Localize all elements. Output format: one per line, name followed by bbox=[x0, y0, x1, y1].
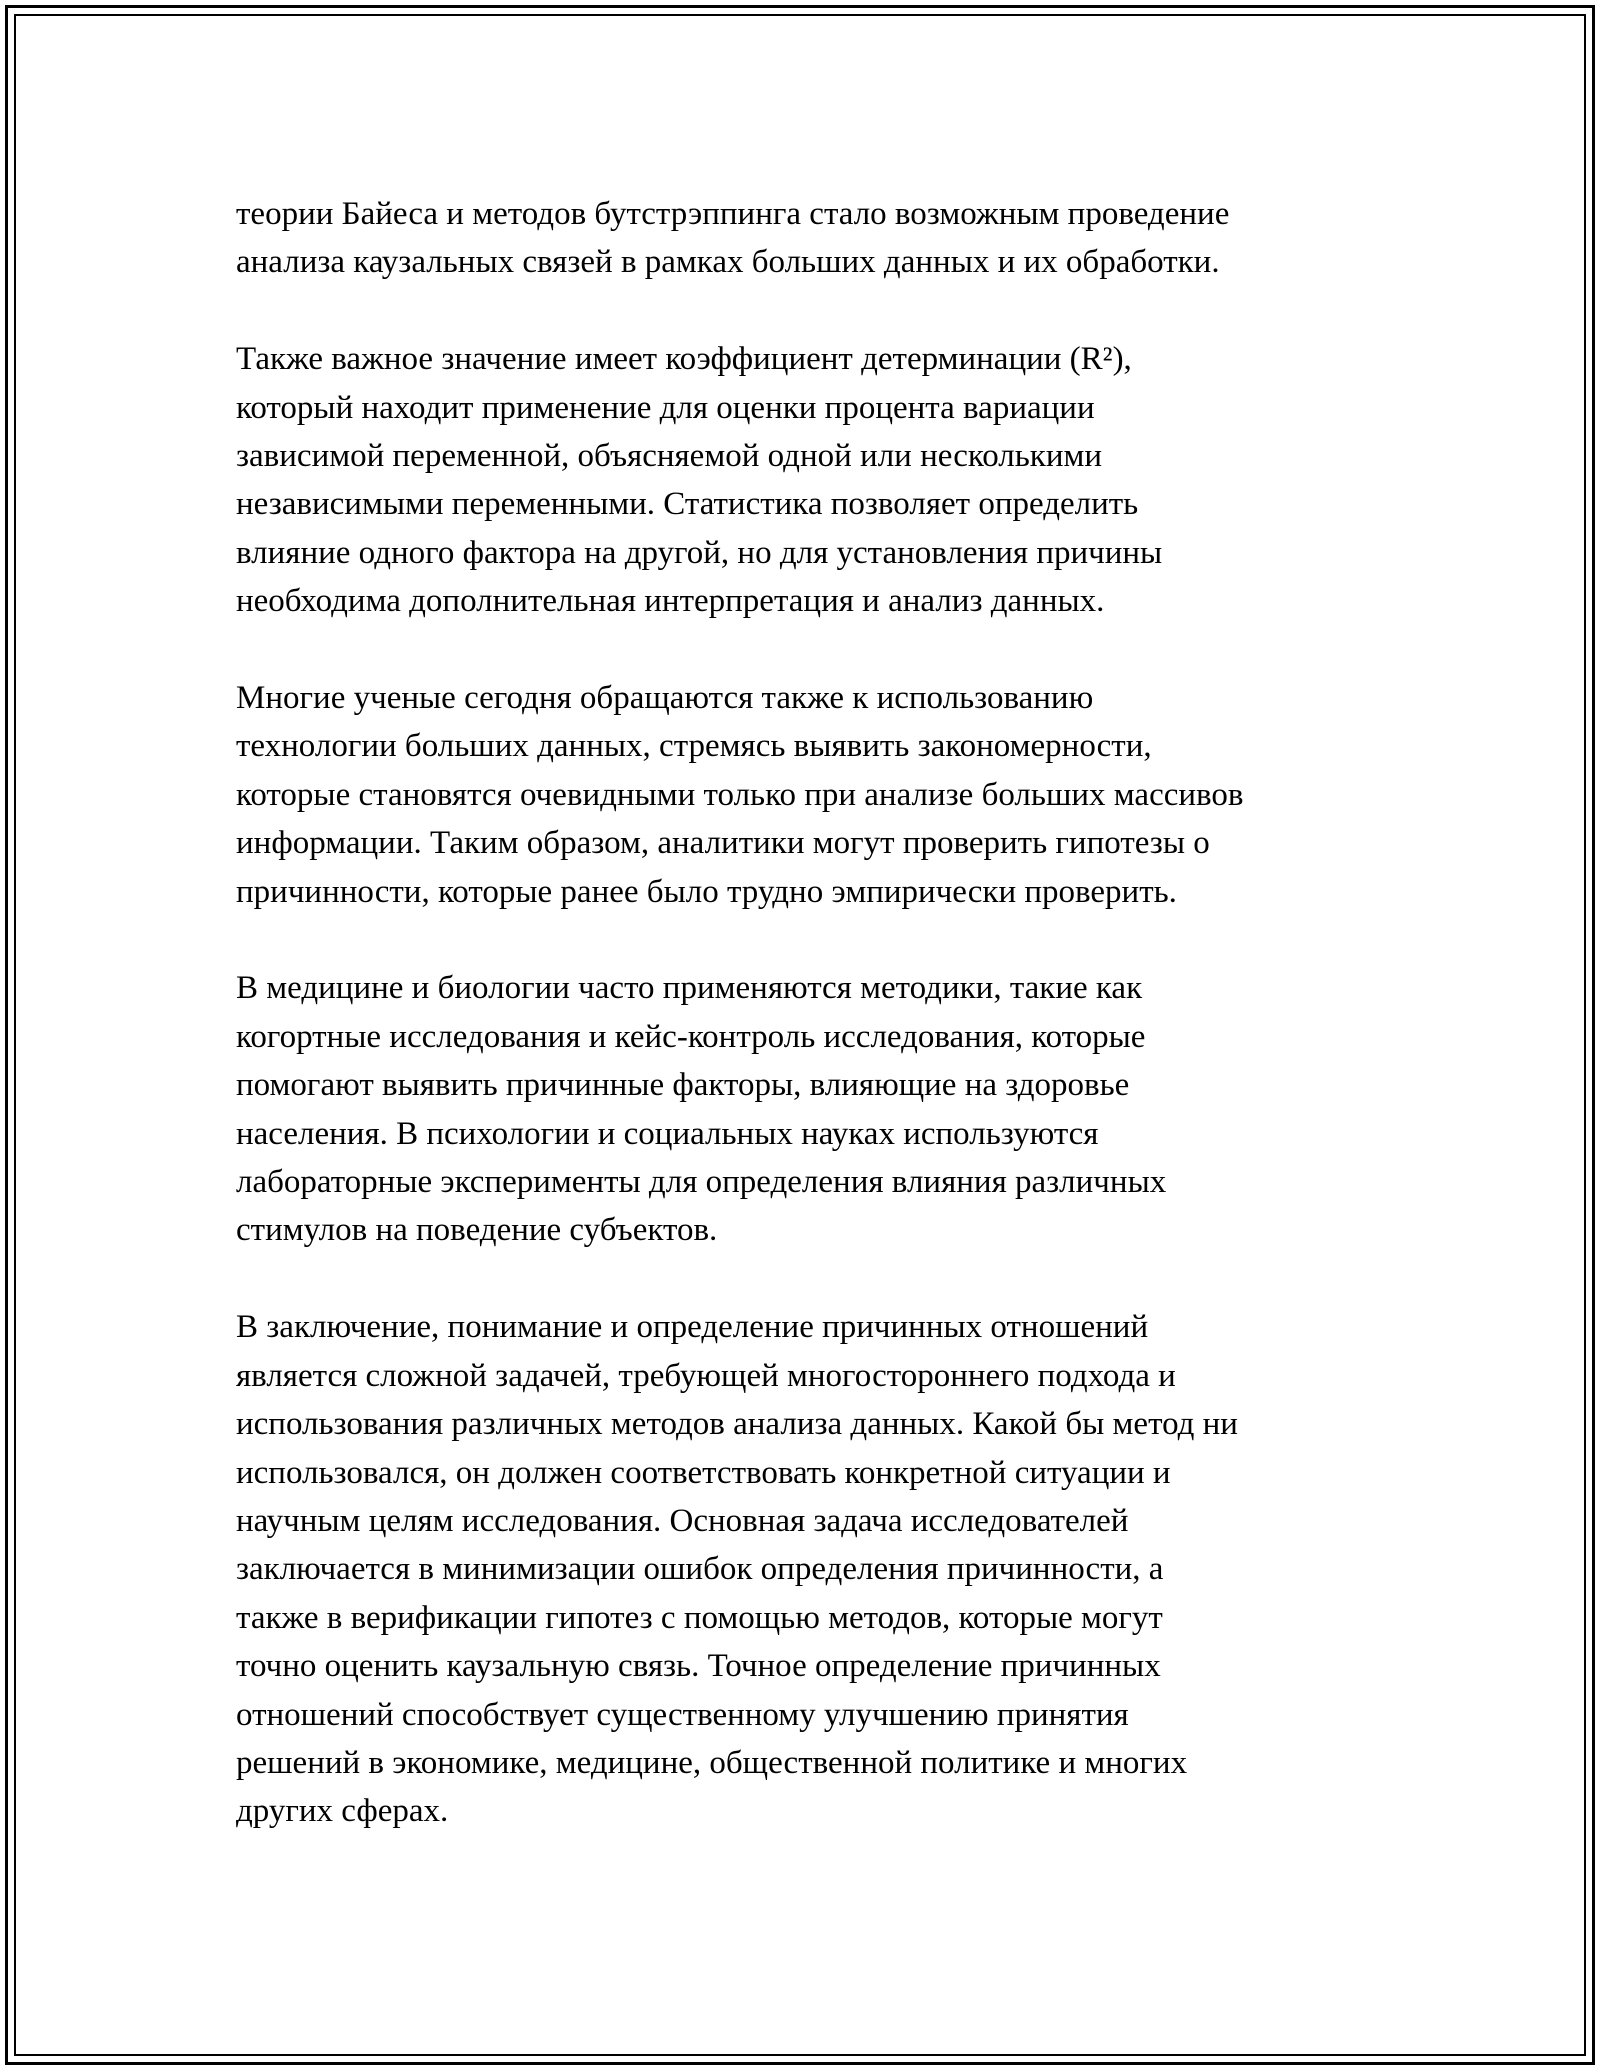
text-line: Многие ученые сегодня обращаются также к использованию bbox=[236, 680, 1094, 717]
text-line: которые становятся очевидными только при анализе больших массивов bbox=[236, 776, 1244, 813]
text-line: который находит применение для оценки процента вариации bbox=[236, 389, 1095, 426]
text-line: использовался, он должен соответствовать конкретной ситуации и bbox=[236, 1454, 1171, 1491]
text-line: когортные исследования и кейс-контроль исследования, которые bbox=[236, 1018, 1146, 1055]
text-line: использования различных методов анализа данных. Какой бы метод ни bbox=[236, 1406, 1238, 1443]
text-line: стимулов на поведение субъектов. bbox=[236, 1212, 718, 1249]
paragraph bbox=[236, 1303, 1416, 1835]
text-line: теории Байеса и методов бутстрэппинга стало возможным проведение bbox=[236, 196, 1230, 232]
text-line: является сложной задачей, требующей многостороннего подхода и bbox=[236, 1357, 1176, 1394]
text-line: необходима дополнительная интерпретация и анализ данных. bbox=[236, 583, 1105, 620]
text-line: научным целям исследования. Основная задача исследователей bbox=[236, 1502, 1129, 1539]
text-line: лабораторные эксперименты для определения влияния различных bbox=[236, 1164, 1167, 1201]
text-line: независимыми переменными. Статистика позволяет определить bbox=[236, 486, 1139, 523]
text-line: населения. В психологии и социальных науках используются bbox=[236, 1115, 1099, 1152]
paragraph bbox=[236, 335, 1416, 625]
text-line: влияние одного фактора на другой, но для установления причины bbox=[236, 534, 1163, 571]
text-line: информации. Таким образом, аналитики могут проверить гипотезы о bbox=[236, 825, 1210, 862]
text-line: анализа каузальных связей в рамках больших данных и их обработки. bbox=[236, 244, 1220, 281]
text-line: технологии больших данных, стремясь выявить закономерности, bbox=[236, 728, 1152, 765]
text-line: решений в экономике, медицине, общественной политике и многих bbox=[236, 1744, 1188, 1781]
text-line: также в верификации гипотез с помощью методов, которые могут bbox=[236, 1599, 1163, 1636]
paragraph bbox=[236, 190, 1416, 287]
text-line: зависимой переменной, объясняемой одной или несколькими bbox=[236, 438, 1103, 475]
text-line: точно оценить каузальную связь. Точное определение причинных bbox=[236, 1648, 1161, 1685]
text-line: Также важное значение имеет коэффициент детерминации (R²), bbox=[236, 341, 1132, 378]
text-line: причинности, которые ранее было трудно эмпирически проверить. bbox=[236, 873, 1177, 910]
document-body bbox=[236, 190, 1416, 1884]
text-line: В медицине и биологии часто применяются методики, такие как bbox=[236, 970, 1143, 1007]
text-line: помогают выявить причинные факторы, влияющие на здоровье bbox=[236, 1067, 1130, 1104]
text-line: В заключение, понимание и определение причинных отношений bbox=[236, 1309, 1149, 1346]
paragraph bbox=[236, 964, 1416, 1254]
text-line: других сферах. bbox=[236, 1793, 449, 1830]
paragraph bbox=[236, 674, 1416, 916]
text-line: заключается в минимизации ошибок определения причинности, а bbox=[236, 1551, 1164, 1588]
text-line: отношений способствует существенному улучшению принятия bbox=[236, 1696, 1129, 1733]
